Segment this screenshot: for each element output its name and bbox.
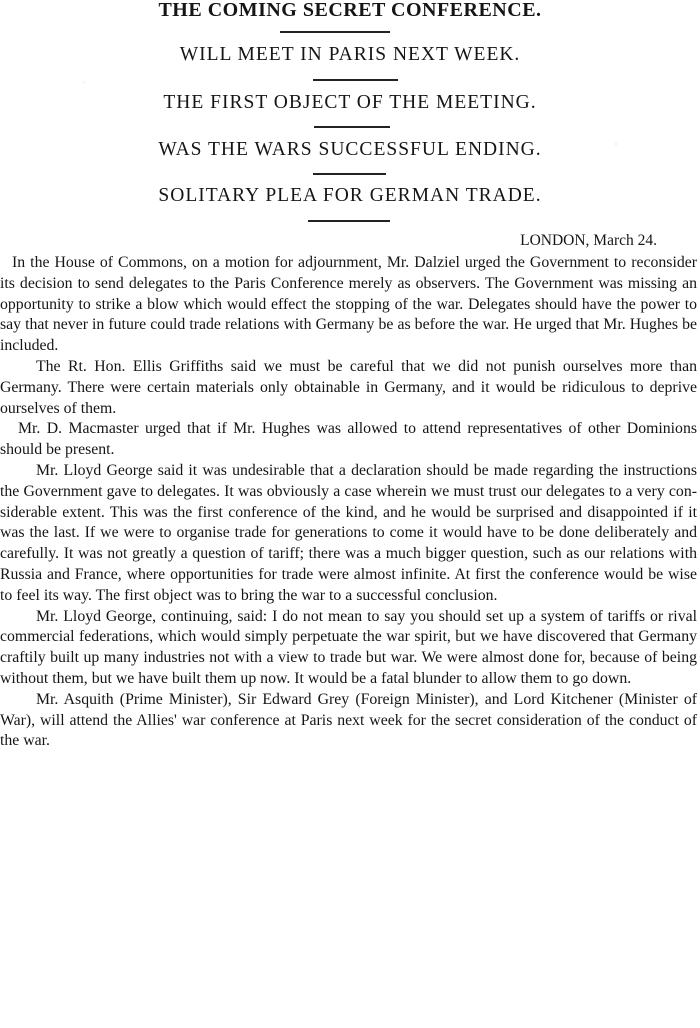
- headline-divider: [313, 79, 398, 81]
- headline-divider: [280, 31, 390, 33]
- article-body: [0, 253, 697, 752]
- paragraph-dalziel: In the House of Commons, on a motion for adjournment, Mr. Dalziel urged the Government to reconsider its decision to send delegates to the Paris Conference merely as observers. The Government was missing an opportunity to strike a blow which would effect the stopping of the war. Delegates should have the power to say that never in future could trade relations with Germany be as before the war. He urged that Mr. Hughes be included.: [0, 254, 697, 355]
- headline-divider: [308, 220, 390, 222]
- subheadline-first-object: THE FIRST OBJECT OF THE MEETING.: [163, 92, 537, 113]
- dateline: LONDON, March 24.: [520, 232, 657, 249]
- paragraph-asquith: Mr. Asquith (Prime Minister), Sir Edward Grey (Foreign Minister), and Lord Kitchener (Minister of War), will attend the Allies' war conference at Paris next week for the secret consideration of the conduct of the war.: [0, 690, 697, 750]
- main-headline: THE COMING SECRET CONFERENCE.: [158, 0, 542, 21]
- headline-divider: [314, 126, 390, 128]
- headline-divider: [313, 173, 386, 175]
- paragraph-lloyd-george: Mr. Lloyd George said it was undesirable that a declaration should be made regarding the instructions the Government gave to delegates. It was obviously a case wherein we must trust our delegates to a very considerable extent. This was the first conference of the kind, and he would be surprised and disappointed if it was the last. If we were to organise trade for generations to come it would have to be done deliberately and carefully. It was not greatly a question of tariff; there was a much bigger question, such as our relations with Russia and France, where opportunities for trade were almost infinite. At first the conference would be wise to feel its way. The first object was to bring the war to a successful conclusion.: [0, 461, 697, 604]
- subheadline-successful-ending: WAS THE WARS SUCCESSFUL ENDING.: [158, 139, 542, 160]
- subheadline-german-trade: SOLITARY PLEA FOR GERMAN TRADE.: [158, 185, 542, 206]
- paragraph-griffiths: The Rt. Hon. Ellis Griffiths said we must be careful that we did not punish ourselves more than Germany. There were certain materials only obtainable in Germany, and it would be ridiculous to deprive ourselves of them.: [0, 357, 697, 417]
- paragraph-macmaster: Mr. D. Macmaster urged that if Mr. Hughes was allowed to attend representatives of other Dominions should be present.: [0, 420, 697, 459]
- subheadline-paris: WILL MEET IN PARIS NEXT WEEK.: [179, 44, 521, 65]
- paragraph-lloyd-george-continuing: Mr. Lloyd George, continuing, said: I do not mean to say you should set up a system of tariffs or rival commercial federations, which would simply perpetuate the war spirit, but we have discovered that Germany craftily built up many industries not with a view to trade but war. We were almost done for, because of being without them, but we have built them up now. It would be a fatal blunder to allow them to go down.: [0, 607, 697, 687]
